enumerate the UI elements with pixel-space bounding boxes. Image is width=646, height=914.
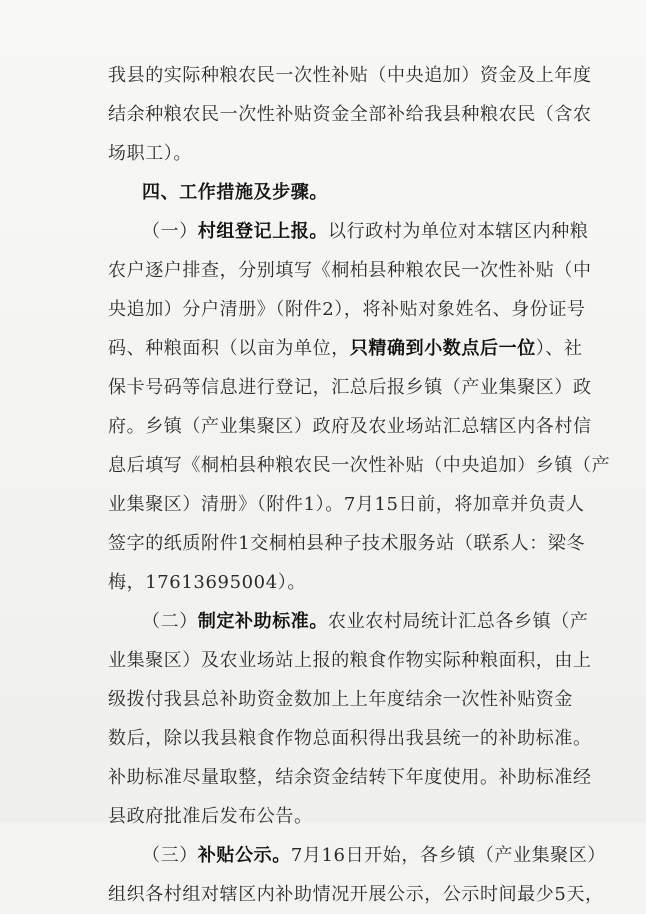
line-text: 签字的纸质附件1交桐柏县种子技术服务站（联系人：梁冬 <box>108 533 586 554</box>
text-line <box>108 485 585 524</box>
line-text: 我县的实际种粮农民一次性补贴（中央追加）资金及上年度 <box>108 65 592 86</box>
line-text: 业集聚区）及农业场站上报的粮食作物实际种粮面积，由上 <box>108 650 592 671</box>
text-line <box>108 368 592 407</box>
line-text: 码、种粮面积（以亩为单位， <box>108 338 350 359</box>
text-line <box>108 290 586 329</box>
line-text: 数后，除以我县粮食作物总面积得出我县统一的补助标准。 <box>108 728 592 749</box>
line-text: 央追加）分户清册》（附件2），将补贴对象姓名、身份证号 <box>108 299 586 320</box>
item-title: 制定补助标准。 <box>197 611 329 632</box>
text-line <box>108 719 592 758</box>
line-text: ）、社 <box>535 338 583 359</box>
text-line <box>108 95 592 134</box>
text-line <box>108 329 583 368</box>
line-text: 农业农村局统计汇总各乡镇（产 <box>328 611 589 632</box>
line-text: 农户逐户排查，分别填写《桐柏县种粮农民一次性补贴（中 <box>108 260 592 281</box>
item-title: 村组登记上报。 <box>197 221 329 242</box>
text-line <box>108 797 578 836</box>
section-heading <box>108 173 578 212</box>
text-line <box>108 134 578 173</box>
text-line <box>108 758 592 797</box>
line-text: 以行政村为单位对本辖区内种粮 <box>328 221 589 242</box>
line-text: 县政府批准后发布公告。 <box>108 806 313 827</box>
line-text: 息后填写《桐柏县种粮农民一次性补贴（中央追加）乡镇（产 <box>108 455 611 476</box>
document-body <box>108 56 611 914</box>
emphasis-text: 只精确到小数点后一位 <box>349 338 536 359</box>
section-heading-text: 四、工作措施及步骤。 <box>142 182 328 203</box>
text-line <box>108 602 589 641</box>
text-line <box>108 641 592 680</box>
text-line <box>108 680 578 719</box>
line-text: 府。乡镇（产业集聚区）政府及农业场站汇总辖区内各村信 <box>108 416 592 437</box>
text-line <box>108 212 589 251</box>
text-line <box>108 56 592 95</box>
line-text: 7月16日开始，各乡镇（产业集聚区） <box>290 845 606 866</box>
item-number: （一） <box>142 221 198 242</box>
line-text: 场职工）。 <box>108 143 192 164</box>
text-line <box>108 875 604 914</box>
line-text: 结余种粮农民一次性补贴资金全部补给我县种粮农民（含农 <box>108 104 592 125</box>
text-line <box>108 446 611 485</box>
line-text: 业集聚区）清册》（附件1）。7月15日前，将加章并负责人 <box>108 494 585 515</box>
text-line <box>108 524 586 563</box>
line-text: 保卡号码等信息进行登记，汇总后报乡镇（产业集聚区）政 <box>108 377 592 398</box>
item-title: 补贴公示。 <box>197 845 291 866</box>
item-number: （三） <box>142 845 198 866</box>
text-line <box>108 407 592 446</box>
line-text: 组织各村组对辖区内补助情况开展公示，公示时间最少5天， <box>108 884 604 905</box>
line-text: 补助标准尽量取整，结余资金结转下年度使用。补助标准经 <box>108 767 592 788</box>
text-line <box>108 563 578 602</box>
item-number: （二） <box>142 611 198 632</box>
text-line <box>108 836 606 875</box>
text-line <box>108 251 592 290</box>
line-text: 梅，17613695004）。 <box>108 572 306 593</box>
line-text: 级拨付我县总补助资金数加上上年度结余一次性补贴资金 <box>108 689 573 710</box>
